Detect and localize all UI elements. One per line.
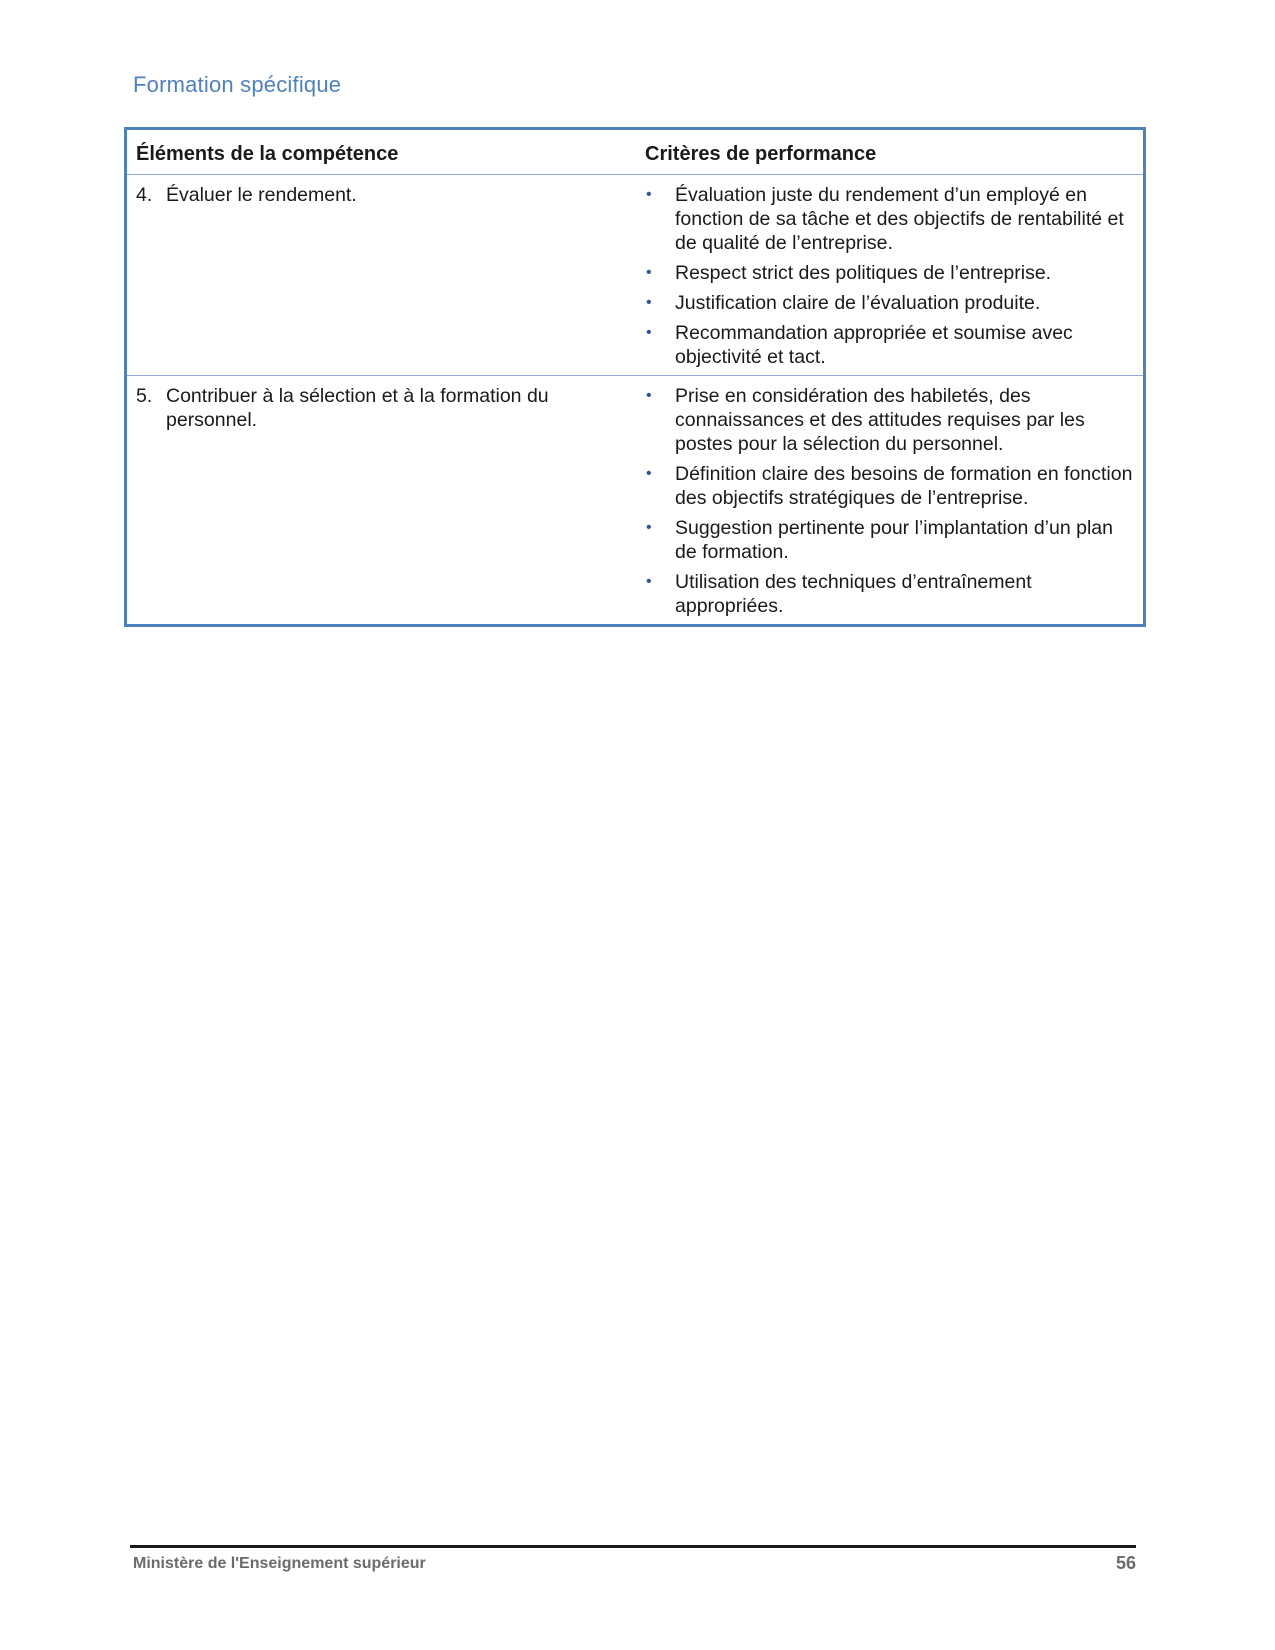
footer-divider [130, 1545, 1136, 1548]
element-cell [127, 376, 637, 624]
criteria-text: Justification claire de l’évaluation produite. [675, 292, 1041, 314]
criteria-text: Définition claire des besoins de formation en fonction des objectifs stratégiques de l’entreprise. [675, 463, 1133, 509]
bullet-icon: • [646, 324, 652, 341]
criteria-item [645, 570, 1133, 618]
element-item [136, 384, 637, 432]
criteria-cell [637, 175, 1143, 375]
criteria-list [645, 183, 1133, 369]
element-number: 5. [136, 385, 153, 407]
criteria-cell [637, 376, 1143, 624]
header-criteria: Critères de performance [645, 143, 877, 165]
criteria-item [645, 183, 1133, 255]
table-header [127, 130, 1143, 175]
page-number: 56 [1115, 1553, 1136, 1573]
bullet-icon: • [646, 264, 652, 281]
criteria-item [645, 516, 1133, 564]
element-text: Contribuer à la sélection et à la formation du personnel. [166, 385, 549, 431]
bullet-icon: • [646, 387, 652, 404]
bullet-icon: • [646, 519, 652, 536]
criteria-text: Respect strict des politiques de l’entreprise. [675, 262, 1052, 284]
element-text: Évaluer le rendement. [166, 184, 357, 206]
criteria-item [645, 321, 1133, 369]
criteria-text: Recommandation appropriée et soumise avec objectivité et tact. [675, 322, 1073, 368]
table-row [127, 376, 1143, 624]
element-cell [127, 175, 637, 375]
element-number: 4. [136, 184, 153, 206]
element-item [136, 183, 637, 207]
bullet-icon: • [646, 186, 652, 203]
criteria-text: Évaluation juste du rendement d’un employé en fonction de sa tâche et des objectifs de rentabilité et de qualité de l’entreprise. [675, 184, 1124, 254]
competence-table [124, 127, 1146, 627]
bullet-icon: • [646, 465, 652, 482]
section-title: Formation spécifique [133, 72, 342, 97]
criteria-item [645, 261, 1133, 285]
bullet-icon: • [646, 294, 652, 311]
bullet-icon: • [646, 573, 652, 590]
criteria-item [645, 462, 1133, 510]
criteria-item [645, 384, 1133, 456]
criteria-text: Suggestion pertinente pour l’implantation d’un plan de formation. [675, 517, 1113, 563]
criteria-item [645, 291, 1133, 315]
table-row [127, 175, 1143, 376]
criteria-text: Utilisation des techniques d’entraînement appropriées. [675, 571, 1032, 617]
criteria-list [645, 384, 1133, 618]
footer-ministry: Ministère de l'Enseignement supérieur [133, 1555, 426, 1572]
criteria-text: Prise en considération des habiletés, des connaissances et des attitudes requises par les postes pour la sélection du personnel. [675, 385, 1085, 455]
header-elements: Éléments de la compétence [136, 143, 399, 165]
